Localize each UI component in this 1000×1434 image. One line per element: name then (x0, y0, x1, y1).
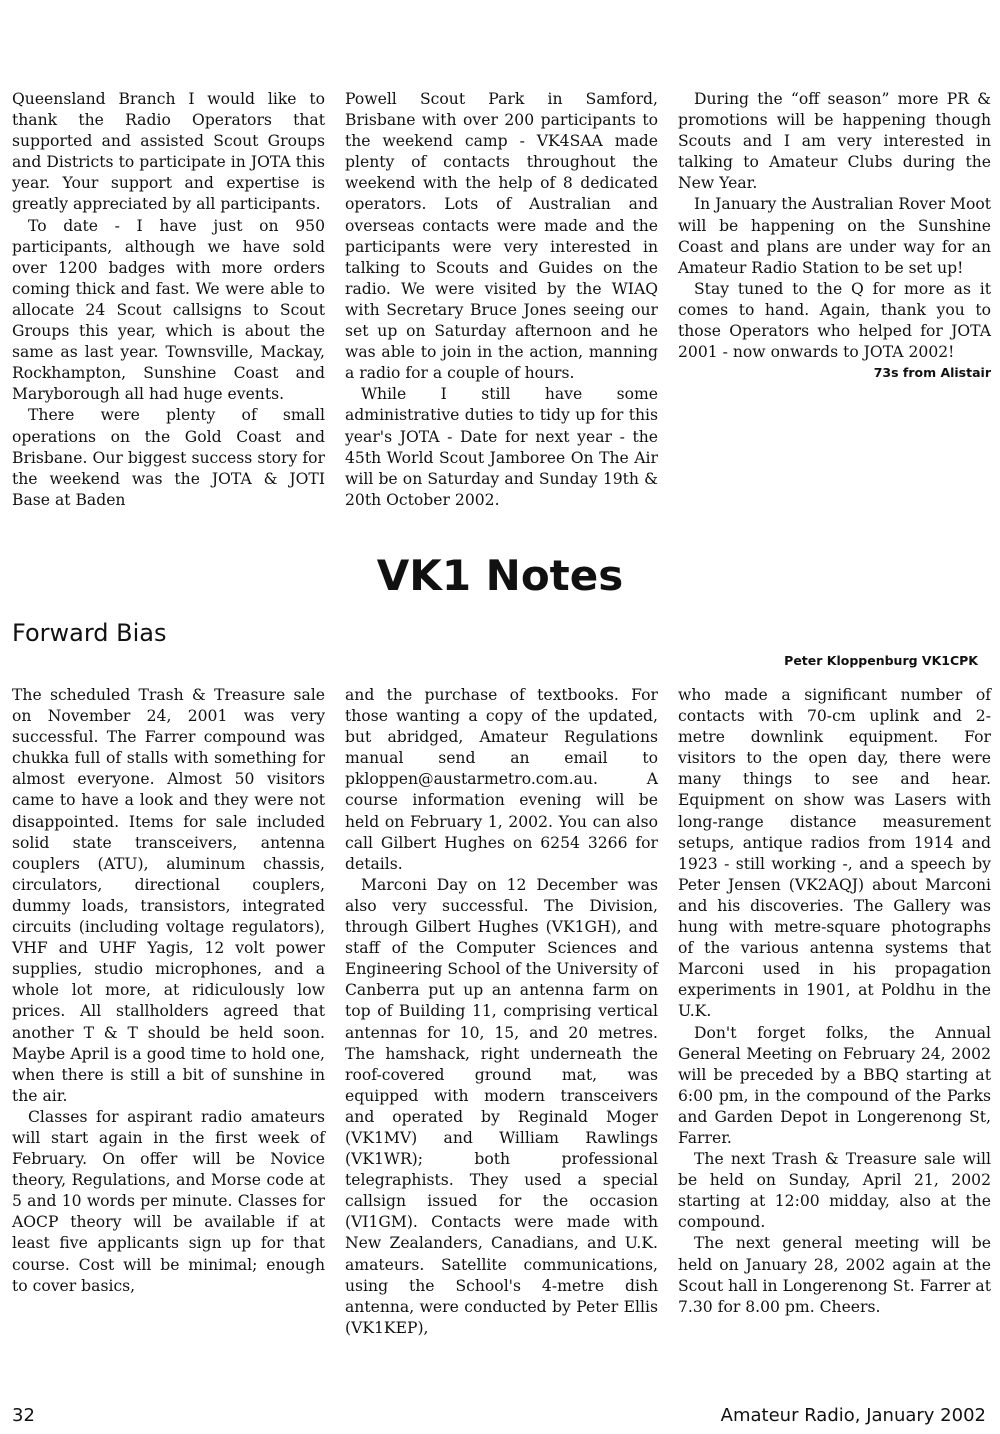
article-column-2 (345, 685, 658, 1339)
page-number: 32 (12, 1405, 35, 1426)
article-column-3 (678, 685, 991, 1318)
paragraph: Don't forget folks, the Annual General Meeting on February 24, 2002 will be preceded by a BBQ starting at 6:00 pm, in the compound of the Parks and Garden Depot in Longerenong St, Farrer. (678, 1023, 991, 1147)
paragraph: The scheduled Trash & Treasure sale on November 24, 2001 was very successful. The Farrer compound was chukka full of stalls with something for almost everyone. Almost 50 visitors came to have a look and they were not disappointed. Items for sale included solid state transceivers, antenna couplers (ATU), aluminum chassis, circulators, directional couplers, dummy loads, transistors, integrated circuits (including voltage regulators), VHF and UHF Yagis, 12 volt power supplies, studio microphones, and a whole lot more, at ridiculously low prices. All stallholders agreed that another T & T should be held soon. Maybe April is a good time to hold one, when there is still a bit of sunshine in the air. (12, 686, 325, 1105)
paragraph: In January the Australian Rover Moot will be happening on the Sunshine Coast and plans are under way for an Amateur Radio Station to be set up! (678, 195, 991, 277)
paragraph: and the purchase of textbooks. For those wanting a copy of the updated, but abridged, Amateur Regulations manual send an email to pkloppen@austarmetro.com.au. A course information evening will be held on February 1, 2002. You can also call Gilbert Hughes on 6254 3266 for details. (345, 686, 658, 873)
top-column-1 (12, 89, 325, 511)
paragraph: who made a significant number of contacts with 70-cm uplink and 2-metre downlink equipment. For visitors to the open day, there were many things to see and hear. Equipment on show was Lasers with long-range distance measurement setups, antique radios from 1914 and 1923 - still working -, and a speech by Peter Jensen (VK2AQJ) about Marconi and his discoveries. The Gallery was hung with metre-square photographs of the various antenna systems that Marconi used in his propagation experiments in 1901, at Poldhu in the U.K. (678, 686, 991, 1021)
column-title: Forward Bias (12, 619, 167, 647)
top-column-3 (678, 89, 991, 382)
paragraph: The next Trash & Treasure sale will be held on Sunday, April 21, 2002 starting at 12:00 midday, also at the compound. (678, 1150, 991, 1232)
signoff: 73s from Alistair (873, 365, 991, 381)
top-column-2 (345, 89, 658, 511)
paragraph: Classes for aspirant radio amateurs will start again in the first week of February. On offer will be Novice theory, Regulations, and Morse code at 5 and 10 words per minute. Classes for AOCP theory will be available if at least five applicants sign up for that course. Cost will be minimal; enough to cover basics, (12, 1107, 325, 1295)
paragraph: During the “off season” more PR & promotions will be happening though Scouts and I am very interested in talking to Amateur Clubs during the New Year. (678, 90, 991, 193)
paragraph: While I still have some administrative duties to tidy up for this year's JOTA - Date for next year - the 45th World Scout Jamboree On The Air will be on Saturday and Sunday 19th & 20th October 2002. (345, 385, 658, 509)
paragraph: There were plenty of small operations on the Gold Coast and Brisbane. Our biggest success story for the weekend was the JOTA & JOTI Base at Baden (12, 406, 325, 509)
author-byline: Peter Kloppenburg VK1CPK (784, 653, 978, 668)
paragraph: The next general meeting will be held on January 28, 2002 again at the Scout hall in Longerenong St. Farrer at 7.30 for 8.00 pm. Cheers. (678, 1234, 991, 1316)
publication-info: Amateur Radio, January 2002 (720, 1405, 986, 1426)
paragraph: Powell Scout Park in Samford, Brisbane with over 200 participants to the weekend camp - VK4SAA made plenty of contacts throughout the weekend with the help of 8 dedicated operators. Lots of Australian and overseas contacts were made and the participants were very interested in talking to Scouts and Guides on the radio. We were visited by the WIAQ with Secretary Bruce Jones seeing our set up on Saturday afternoon and he was able to join in the action, manning a radio for a couple of hours. (345, 90, 658, 383)
section-title: VK1 Notes (376, 551, 624, 600)
paragraph: To date - I have just on 950 participants, although we have sold over 1200 badges with more orders coming thick and fast. We were able to allocate 24 Scout callsigns to Scout Groups this year, which is about the same as last year. Townsville, Mackay, Rockhampton, Sunshine Coast and Maryborough all had huge events. (12, 216, 325, 404)
article-column-1 (12, 685, 325, 1297)
paragraph: Stay tuned to the Q for more as it comes to hand. Again, thank you to those Operators who helped for JOTA 2001 - now onwards to JOTA 2002! (678, 279, 991, 362)
paragraph: Marconi Day on 12 December was also very successful. The Division, through Gilbert Hughes (VK1GH), and staff of the Computer Sciences and Engineering School of the University of Canberra put up an antenna farm on top of Building 11, comprising vertical antennas for 10, 15, and 20 metres. The hamshack, right underneath the roof-covered ground mat, was equipped with modern transceivers and operated by Reginald Moger (VK1MV) and William Rawlings (VK1WR); both professional telegraphists. They used a special callsign issued for the occasion (VI1GM). Contacts were made with New Zealanders, Canadians, and U.K. amateurs. Satellite communications, using the School's 4-metre dish antenna, were conducted by Peter Ellis (VK1KEP), (345, 875, 658, 1337)
page-footer (12, 1405, 986, 1427)
paragraph: Queensland Branch I would like to thank the Radio Operators that supported and assisted Scout Groups and Districts to participate in JOTA this year. Your support and expertise is greatly appreciated by all participants. (12, 90, 325, 214)
